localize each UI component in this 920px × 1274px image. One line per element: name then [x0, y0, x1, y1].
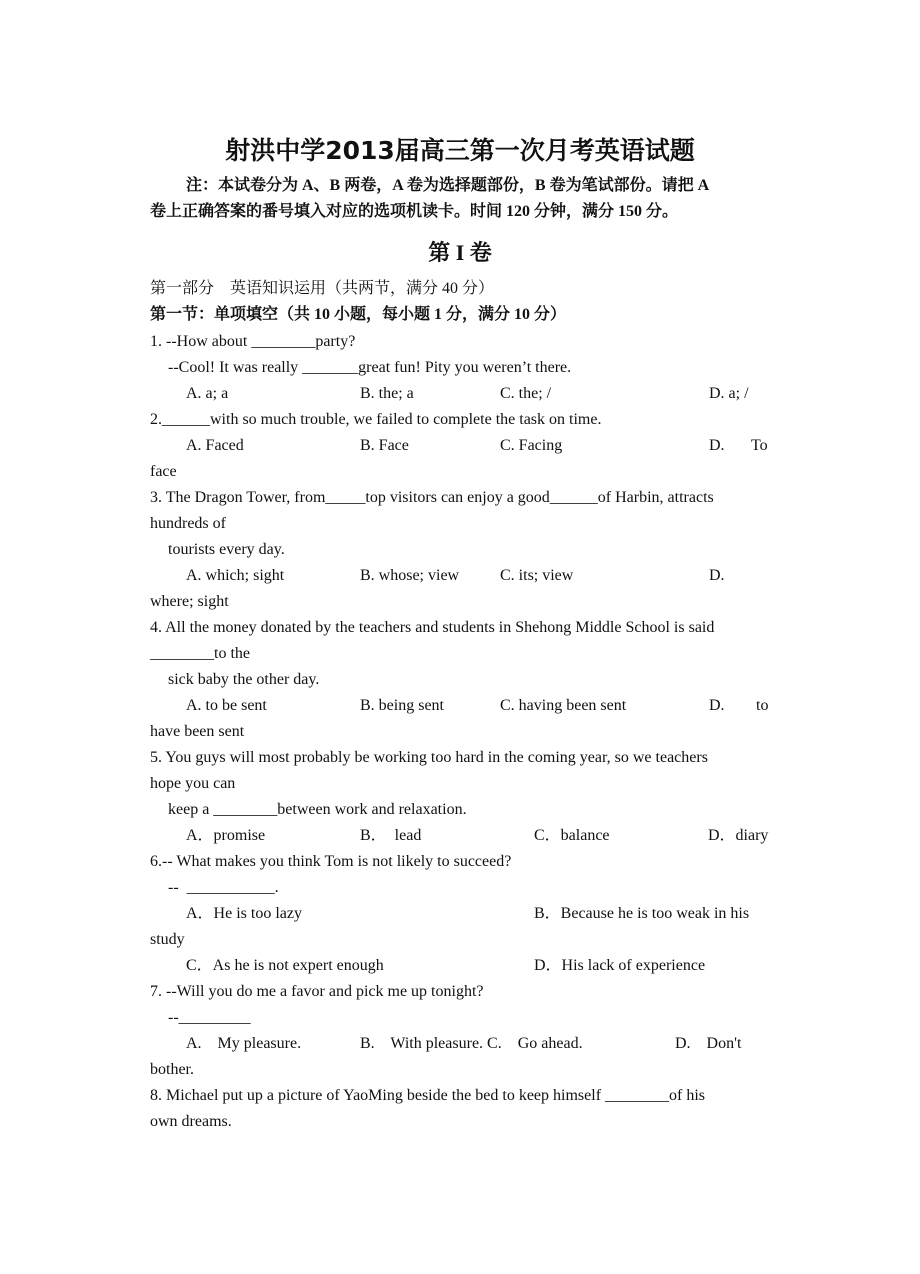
- question-5-option-d: D．diary: [708, 827, 769, 844]
- question-1-option-a: A. a; a: [186, 385, 229, 402]
- question-7-option-d: D. Don't: [675, 1035, 742, 1052]
- question-5-text: 5. You guys will most probably be working too hard in the coming year, so we teachers: [150, 749, 708, 766]
- part-heading: 第一部分 英语知识运用（共两节，满分 40 分）: [150, 280, 495, 297]
- question-3-option-b: B. whose; view: [360, 567, 460, 584]
- question-2-option-c: C. Facing: [500, 437, 563, 454]
- question-1-option-c: C. the; /: [500, 385, 552, 402]
- question-2-option-d-wrap: face: [150, 463, 177, 480]
- question-2-option-a: A. Faced: [186, 437, 244, 454]
- question-5-text-wrap: hope you can: [150, 775, 236, 792]
- question-4-text-wrap: ________to the: [150, 645, 250, 662]
- question-3-text: 3. The Dragon Tower, from_____top visitors can enjoy a good______of Harbin, attracts: [150, 489, 714, 506]
- question-6-response: -- ___________.: [168, 879, 279, 896]
- question-3-text-wrap: hundreds of: [150, 515, 226, 532]
- question-4-option-d-label: D.: [709, 697, 725, 714]
- question-5-text-cont: keep a ________between work and relaxation.: [168, 801, 467, 818]
- question-3-option-a: A. which; sight: [186, 567, 285, 584]
- volume-heading: 第 I 卷: [428, 240, 492, 265]
- question-5-option-a: A．promise: [186, 827, 266, 844]
- section-heading: 第一节：单项填空（共 10 小题，每小题 1 分，满分 10 分）: [150, 306, 567, 323]
- instructions-line-1: 注：本试卷分为 A、B 两卷，A 卷为选择题部份，B 卷为笔试部份。请把 A: [186, 177, 710, 194]
- question-7-response: --_________: [168, 1009, 251, 1026]
- question-4-option-c: C. having been sent: [500, 697, 627, 714]
- question-7-text: 7. --Will you do me a favor and pick me up tonight?: [150, 983, 484, 1000]
- question-2-text: 2.______with so much trouble, we failed to complete the task on time.: [150, 411, 602, 428]
- question-8-text: 8. Michael put up a picture of YaoMing beside the bed to keep himself ________of his: [150, 1087, 706, 1104]
- question-4-text: 4. All the money donated by the teachers and students in Shehong Middle School is said: [150, 619, 715, 636]
- question-6-option-c: C．As he is not expert enough: [186, 957, 384, 974]
- question-3-option-d-wrap: where; sight: [150, 593, 229, 610]
- question-4-option-a: A. to be sent: [186, 697, 267, 714]
- question-2-option-b: B. Face: [360, 437, 409, 454]
- question-1-response: --Cool! It was really _______great fun! Pity you weren’t there.: [168, 359, 572, 376]
- question-7-option-a: A. My pleasure.: [186, 1035, 302, 1052]
- question-1-option-d: D. a; /: [709, 385, 749, 402]
- question-1-text: 1. --How about ________party?: [150, 333, 356, 350]
- question-5-option-c: C．balance: [534, 827, 610, 844]
- question-6-option-a: A．He is too lazy: [186, 905, 302, 922]
- question-4-option-d-wrap: have been sent: [150, 723, 245, 740]
- exam-title: 射洪中学2013届高三第一次月考英语试题: [225, 136, 695, 165]
- question-4-option-b: B. being sent: [360, 697, 444, 714]
- question-6-option-b-wrap: study: [150, 931, 185, 948]
- question-1-option-b: B. the; a: [360, 385, 414, 402]
- question-3-text-cont: tourists every day.: [168, 541, 285, 558]
- question-4-option-d-text: to: [756, 697, 769, 714]
- question-6-text: 6.-- What makes you think Tom is not likely to succeed?: [150, 853, 512, 870]
- question-2-option-d-text: To: [751, 437, 768, 454]
- question-8-text-wrap: own dreams.: [150, 1113, 232, 1130]
- question-6-option-d: D．His lack of experience: [534, 957, 706, 974]
- question-3-option-d-label: D.: [709, 567, 725, 584]
- question-7-option-b-c: B. With pleasure. C. Go ahead.: [360, 1035, 583, 1052]
- question-6-option-b: B．Because he is too weak in his: [534, 905, 750, 922]
- question-3-option-c: C. its; view: [500, 567, 574, 584]
- question-5-option-b: B． lead: [360, 827, 422, 844]
- question-7-option-d-wrap: bother.: [150, 1061, 194, 1078]
- question-2-option-d-label: D.: [709, 437, 725, 454]
- instructions-line-2: 卷上正确答案的番号填入对应的选项机读卡。时间 120 分钟，满分 150 分。: [150, 203, 679, 220]
- question-4-text-cont: sick baby the other day.: [168, 671, 320, 688]
